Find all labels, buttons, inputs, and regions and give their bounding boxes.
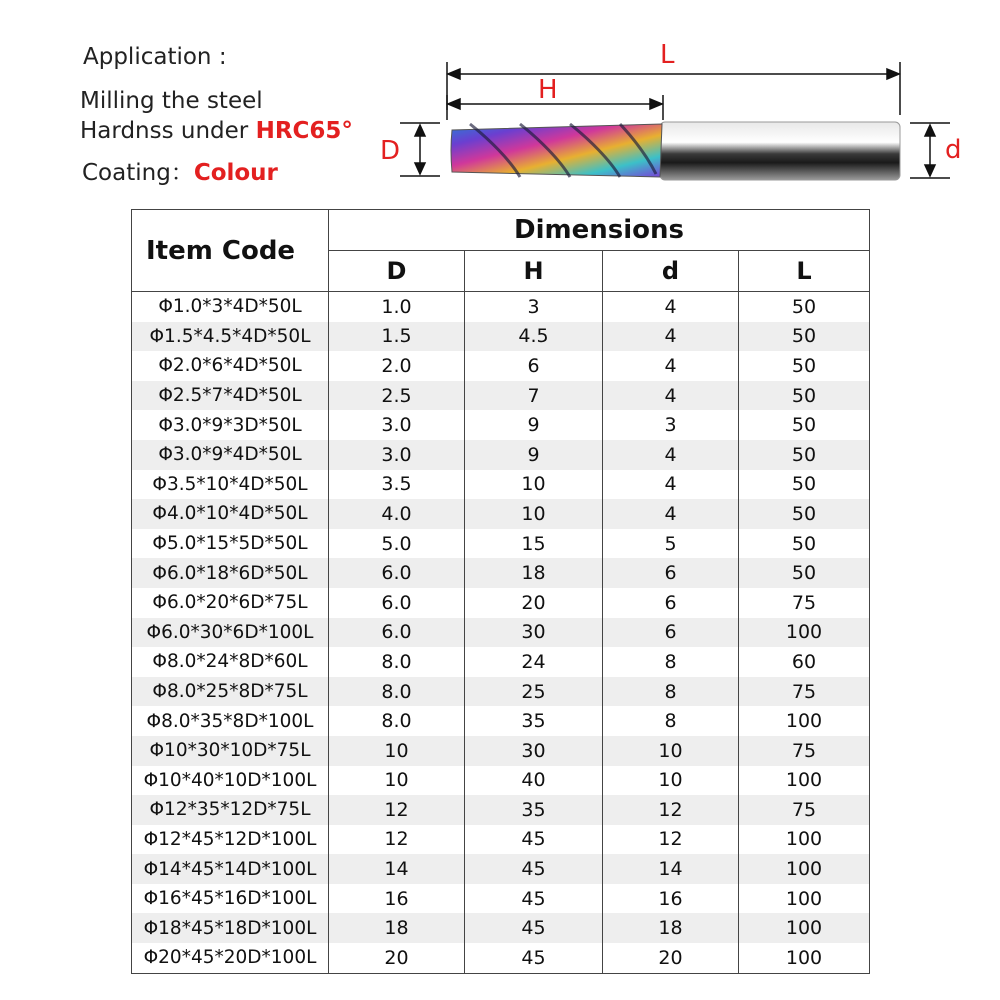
hardness-line [80, 118, 353, 144]
table-row [132, 410, 870, 440]
cell-D: 2.5 [329, 381, 465, 411]
coating-value: Colour [193, 160, 278, 186]
cell-D: 10 [329, 736, 465, 766]
label-d: d [945, 135, 962, 165]
milling-text: Milling the steel [80, 88, 263, 114]
item-code-cell: Φ16*45*16D*100L [132, 884, 329, 914]
cell-d: 4 [603, 470, 739, 500]
column-header-L: L [739, 251, 870, 292]
cell-L: 50 [739, 499, 870, 529]
shank [660, 122, 900, 180]
cell-d: 6 [603, 588, 739, 618]
cell-d: 5 [603, 529, 739, 559]
table-row [132, 351, 870, 381]
item-code-cell: Φ6.0*18*6D*50L [132, 558, 329, 588]
item-code-cell: Φ8.0*24*8D*60L [132, 647, 329, 677]
cell-H: 15 [465, 529, 603, 559]
cell-L: 50 [739, 351, 870, 381]
cell-d: 10 [603, 766, 739, 796]
cell-d: 20 [603, 943, 739, 973]
cell-H: 45 [465, 854, 603, 884]
cell-L: 75 [739, 795, 870, 825]
item-code-cell: Φ5.0*15*5D*50L [132, 529, 329, 559]
cell-L: 50 [739, 558, 870, 588]
table-row [132, 529, 870, 559]
cell-H: 4.5 [465, 322, 603, 352]
cell-D: 16 [329, 884, 465, 914]
cell-L: 50 [739, 381, 870, 411]
item-code-cell: Φ6.0*20*6D*75L [132, 588, 329, 618]
table-row [132, 677, 870, 707]
cell-L: 50 [739, 322, 870, 352]
cell-L: 100 [739, 913, 870, 943]
table-row [132, 440, 870, 470]
cell-D: 6.0 [329, 588, 465, 618]
cell-d: 18 [603, 913, 739, 943]
cell-d: 12 [603, 825, 739, 855]
cell-d: 10 [603, 736, 739, 766]
table-row [132, 795, 870, 825]
cell-D: 8.0 [329, 677, 465, 707]
hardness-value: HRC65° [255, 118, 353, 144]
item-code-cell: Φ4.0*10*4D*50L [132, 499, 329, 529]
dimension-d-line [910, 123, 950, 178]
dimension-D-line [400, 123, 440, 176]
cell-H: 30 [465, 618, 603, 648]
cell-D: 6.0 [329, 558, 465, 588]
cell-L: 100 [739, 825, 870, 855]
table-row [132, 470, 870, 500]
cell-H: 10 [465, 470, 603, 500]
cell-d: 3 [603, 410, 739, 440]
label-L: L [660, 40, 675, 70]
column-header-H: H [465, 251, 603, 292]
end-mill-diagram [370, 40, 990, 190]
label-D: D [380, 136, 401, 166]
item-code-cell: Φ8.0*35*8D*100L [132, 706, 329, 736]
cell-d: 4 [603, 499, 739, 529]
cell-H: 9 [465, 410, 603, 440]
table-row [132, 736, 870, 766]
item-code-cell: Φ3.5*10*4D*50L [132, 470, 329, 500]
item-code-cell: Φ12*35*12D*75L [132, 795, 329, 825]
cell-H: 45 [465, 884, 603, 914]
cell-H: 45 [465, 825, 603, 855]
cell-H: 40 [465, 766, 603, 796]
item-code-header: Item Code [132, 210, 329, 292]
item-code-cell: Φ14*45*14D*100L [132, 854, 329, 884]
item-code-cell: Φ10*30*10D*75L [132, 736, 329, 766]
cell-D: 18 [329, 913, 465, 943]
item-code-cell: Φ18*45*18D*100L [132, 913, 329, 943]
table-row [132, 588, 870, 618]
item-code-cell: Φ10*40*10D*100L [132, 766, 329, 796]
cell-d: 4 [603, 381, 739, 411]
cell-D: 12 [329, 795, 465, 825]
table-row [132, 913, 870, 943]
cell-D: 1.0 [329, 292, 465, 322]
cell-H: 45 [465, 943, 603, 973]
table-row [132, 825, 870, 855]
cell-d: 4 [603, 292, 739, 322]
cell-D: 8.0 [329, 706, 465, 736]
item-code-cell: Φ1.5*4.5*4D*50L [132, 322, 329, 352]
cell-d: 8 [603, 647, 739, 677]
cell-L: 50 [739, 529, 870, 559]
table-row [132, 558, 870, 588]
table-row [132, 322, 870, 352]
coating-label: Coating： [82, 160, 194, 186]
cell-D: 12 [329, 825, 465, 855]
cell-H: 10 [465, 499, 603, 529]
cell-H: 3 [465, 292, 603, 322]
cell-D: 20 [329, 943, 465, 973]
cell-L: 60 [739, 647, 870, 677]
cell-d: 6 [603, 618, 739, 648]
table-row [132, 943, 870, 973]
fluted-section [451, 124, 662, 177]
item-code-cell: Φ12*45*12D*100L [132, 825, 329, 855]
cell-H: 20 [465, 588, 603, 618]
cell-D: 3.5 [329, 470, 465, 500]
cell-L: 100 [739, 618, 870, 648]
cell-D: 10 [329, 766, 465, 796]
item-code-cell: Φ2.5*7*4D*50L [132, 381, 329, 411]
cell-D: 6.0 [329, 618, 465, 648]
table-row [132, 618, 870, 648]
cell-d: 12 [603, 795, 739, 825]
item-code-cell: Φ3.0*9*3D*50L [132, 410, 329, 440]
application-label: Application : [83, 44, 227, 70]
column-header-D: D [329, 251, 465, 292]
cell-H: 7 [465, 381, 603, 411]
item-code-cell: Φ2.0*6*4D*50L [132, 351, 329, 381]
cell-H: 35 [465, 706, 603, 736]
cell-H: 24 [465, 647, 603, 677]
cell-d: 4 [603, 351, 739, 381]
table-body [132, 292, 870, 974]
cell-L: 100 [739, 766, 870, 796]
cell-D: 14 [329, 854, 465, 884]
table-row [132, 884, 870, 914]
dimensions-table [131, 209, 870, 974]
cell-H: 35 [465, 795, 603, 825]
cell-D: 5.0 [329, 529, 465, 559]
cell-L: 75 [739, 736, 870, 766]
table-row [132, 766, 870, 796]
cell-L: 50 [739, 440, 870, 470]
table-row [132, 292, 870, 322]
table-row [132, 647, 870, 677]
cell-d: 4 [603, 322, 739, 352]
cell-L: 50 [739, 410, 870, 440]
cell-D: 2.0 [329, 351, 465, 381]
cell-H: 18 [465, 558, 603, 588]
table-row [132, 381, 870, 411]
item-code-cell: Φ6.0*30*6D*100L [132, 618, 329, 648]
item-code-cell: Φ8.0*25*8D*75L [132, 677, 329, 707]
label-H: H [538, 75, 558, 105]
cell-L: 75 [739, 588, 870, 618]
cell-H: 45 [465, 913, 603, 943]
cell-d: 8 [603, 677, 739, 707]
cell-L: 75 [739, 677, 870, 707]
cell-L: 100 [739, 706, 870, 736]
cell-H: 25 [465, 677, 603, 707]
cell-D: 1.5 [329, 322, 465, 352]
end-mill-svg [370, 40, 990, 190]
table-row [132, 499, 870, 529]
cell-D: 3.0 [329, 410, 465, 440]
cell-d: 6 [603, 558, 739, 588]
column-header-d: d [603, 251, 739, 292]
cell-d: 8 [603, 706, 739, 736]
cell-L: 50 [739, 292, 870, 322]
cell-d: 14 [603, 854, 739, 884]
cell-H: 9 [465, 440, 603, 470]
cell-d: 16 [603, 884, 739, 914]
cell-D: 8.0 [329, 647, 465, 677]
cell-H: 6 [465, 351, 603, 381]
cell-L: 100 [739, 884, 870, 914]
hardness-prefix: Hardnss under [80, 118, 256, 144]
cell-L: 100 [739, 943, 870, 973]
cell-H: 30 [465, 736, 603, 766]
cell-D: 4.0 [329, 499, 465, 529]
coating-line [82, 154, 278, 187]
cell-d: 4 [603, 440, 739, 470]
table-row [132, 706, 870, 736]
item-code-cell: Φ1.0*3*4D*50L [132, 292, 329, 322]
cell-D: 3.0 [329, 440, 465, 470]
cell-L: 100 [739, 854, 870, 884]
table-row [132, 854, 870, 884]
item-code-cell: Φ20*45*20D*100L [132, 943, 329, 973]
dimensions-header: Dimensions [329, 210, 870, 251]
item-code-cell: Φ3.0*9*4D*50L [132, 440, 329, 470]
cell-L: 50 [739, 470, 870, 500]
